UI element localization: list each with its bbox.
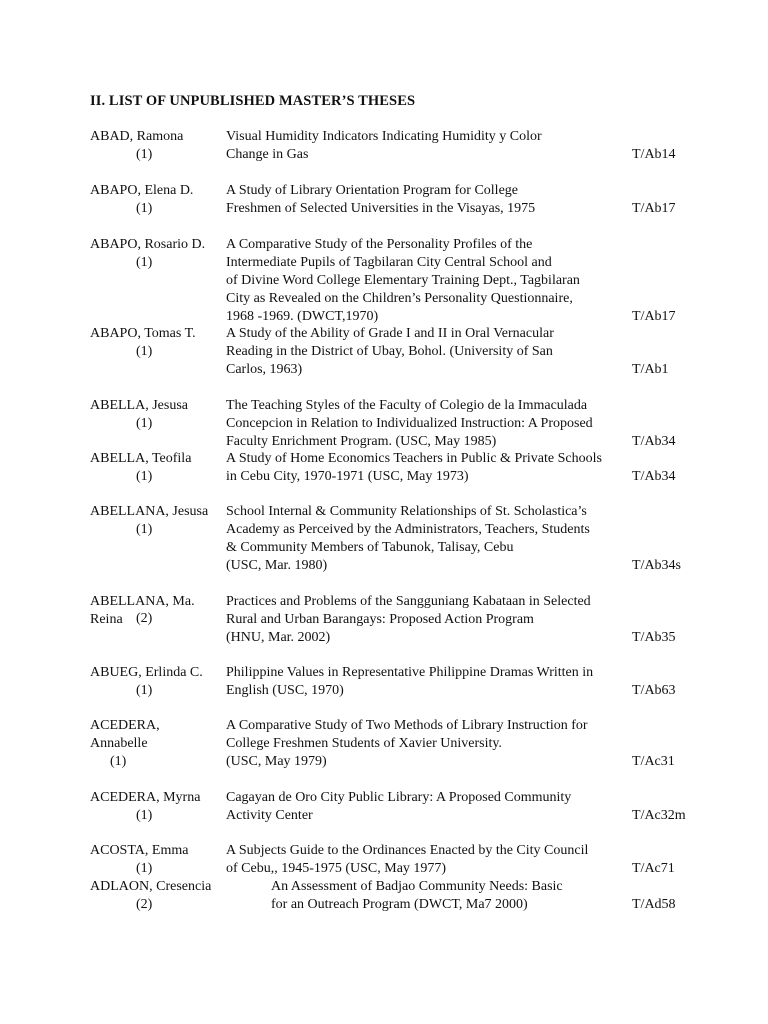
thesis-title-line: City as Revealed on the Children’s Personality Questionnaire, xyxy=(226,291,573,306)
thesis-title-line: Intermediate Pupils of Tagbilaran City Central School and xyxy=(226,255,552,270)
call-number: T/Ab14 xyxy=(632,147,676,162)
call-number: T/Ab1 xyxy=(632,362,669,377)
thesis-title-line: A Study of Library Orientation Program for College xyxy=(226,183,518,198)
call-number: T/Ab34 xyxy=(632,434,676,449)
thesis-title-line: College Freshmen Students of Xavier University. xyxy=(226,736,502,751)
copy-count: (1) xyxy=(136,147,153,162)
thesis-title-line: in Cebu City, 1970-1971 (USC, May 1973) xyxy=(226,469,469,484)
thesis-title-line: Reading in the District of Ubay, Bohol. (University of San xyxy=(226,344,553,359)
thesis-title-line: Faculty Enrichment Program. (USC, May 1985) xyxy=(226,434,497,449)
author-name: ACEDERA, xyxy=(90,718,160,733)
thesis-title-line: Concepcion in Relation to Individualized Instruction: A Proposed xyxy=(226,416,593,431)
thesis-title-line: A Comparative Study of Two Methods of Library Instruction for xyxy=(226,718,588,733)
copy-count: (1) xyxy=(136,469,153,484)
copy-count: (1) xyxy=(136,683,153,698)
call-number: T/Ac71 xyxy=(632,861,675,876)
author-name: Annabelle xyxy=(90,736,148,751)
thesis-title-line: A Study of Home Economics Teachers in Public & Private Schools xyxy=(226,451,602,466)
author-name: ABELLANA, Ma. xyxy=(90,594,195,609)
thesis-title-line: A Study of the Ability of Grade I and II in Oral Vernacular xyxy=(226,326,554,341)
author-name: ABAPO, Rosario D. xyxy=(90,237,206,252)
thesis-title-line: Academy as Perceived by the Administrators, Teachers, Students xyxy=(226,522,590,537)
thesis-title-line: for an Outreach Program (DWCT, Ma7 2000) xyxy=(271,897,528,912)
thesis-title-line: An Assessment of Badjao Community Needs: Basic xyxy=(271,879,563,894)
thesis-title-line: Visual Humidity Indicators Indicating Humidity y Color xyxy=(226,129,542,144)
thesis-title-line: 1968 -1969. (DWCT,1970) xyxy=(226,309,379,324)
thesis-title-line: A Subjects Guide to the Ordinances Enacted by the City Council xyxy=(226,843,589,858)
thesis-title-line: The Teaching Styles of the Faculty of Colegio de la Immaculada xyxy=(226,398,588,413)
thesis-title-line: Practices and Problems of the Sangguniang Kabataan in Selected xyxy=(226,594,591,609)
call-number: T/Ab17 xyxy=(632,309,676,324)
section-heading: II. LIST OF UNPUBLISHED MASTER’S THESES xyxy=(90,93,416,109)
thesis-title-line: of Divine Word College Elementary Training Dept., Tagbilaran xyxy=(226,273,580,288)
copy-count: (1) xyxy=(136,416,153,431)
copy-count: (2) xyxy=(136,611,153,626)
thesis-title-line: of Cebu,, 1945-1975 (USC, May 1977) xyxy=(226,861,447,876)
call-number: T/Ab35 xyxy=(632,630,676,645)
call-number: T/Ac31 xyxy=(632,754,675,769)
copy-count: (1) xyxy=(136,201,153,216)
thesis-title-line: Rural and Urban Barangays: Proposed Action Program xyxy=(226,612,534,627)
copy-count: (2) xyxy=(136,897,153,912)
author-name: ABELLA, Jesusa xyxy=(90,398,188,413)
copy-count: (1) xyxy=(136,344,153,359)
author-name: ABAPO, Tomas T. xyxy=(90,326,196,341)
author-name: ACEDERA, Myrna xyxy=(90,790,201,805)
author-name: ABAD, Ramona xyxy=(90,129,184,144)
call-number: T/Ac32m xyxy=(632,808,686,823)
thesis-title-line: School Internal & Community Relationships of St. Scholastica’s xyxy=(226,504,587,519)
thesis-title-line: (USC, Mar. 1980) xyxy=(226,558,328,573)
author-name: ACOSTA, Emma xyxy=(90,843,189,858)
author-name: ADLAON, Cresencia xyxy=(90,879,212,894)
thesis-title-line: & Community Members of Tabunok, Talisay, Cebu xyxy=(226,540,514,555)
call-number: T/Ab63 xyxy=(632,683,676,698)
call-number: T/Ad58 xyxy=(632,897,676,912)
author-name: ABELLANA, Jesusa xyxy=(90,504,209,519)
author-name: ABAPO, Elena D. xyxy=(90,183,194,198)
thesis-title-line: Philippine Values in Representative Philippine Dramas Written in xyxy=(226,665,594,680)
copy-count: (1) xyxy=(136,522,153,537)
thesis-title-line: Freshmen of Selected Universities in the Visayas, 1975 xyxy=(226,201,536,216)
thesis-title-line: Change in Gas xyxy=(226,147,309,162)
thesis-title-line: (USC, May 1979) xyxy=(226,754,327,769)
call-number: T/Ab34 xyxy=(632,469,676,484)
copy-count: (1) xyxy=(136,808,153,823)
thesis-title-line: Carlos, 1963) xyxy=(226,362,303,377)
thesis-title-line: A Comparative Study of the Personality Profiles of the xyxy=(226,237,533,252)
copy-count: (1) xyxy=(110,754,127,769)
thesis-title-line: English (USC, 1970) xyxy=(226,683,344,698)
call-number: T/Ab17 xyxy=(632,201,676,216)
author-name: ABUEG, Erlinda C. xyxy=(90,665,203,680)
author-name: Reina xyxy=(90,612,123,627)
thesis-title-line: Activity Center xyxy=(226,808,313,823)
copy-count: (1) xyxy=(136,861,153,876)
copy-count: (1) xyxy=(136,255,153,270)
author-name: ABELLA, Teofila xyxy=(90,451,192,466)
call-number: T/Ab34s xyxy=(632,558,681,573)
thesis-title-line: Cagayan de Oro City Public Library: A Proposed Community xyxy=(226,790,572,805)
thesis-title-line: (HNU, Mar. 2002) xyxy=(226,630,331,645)
